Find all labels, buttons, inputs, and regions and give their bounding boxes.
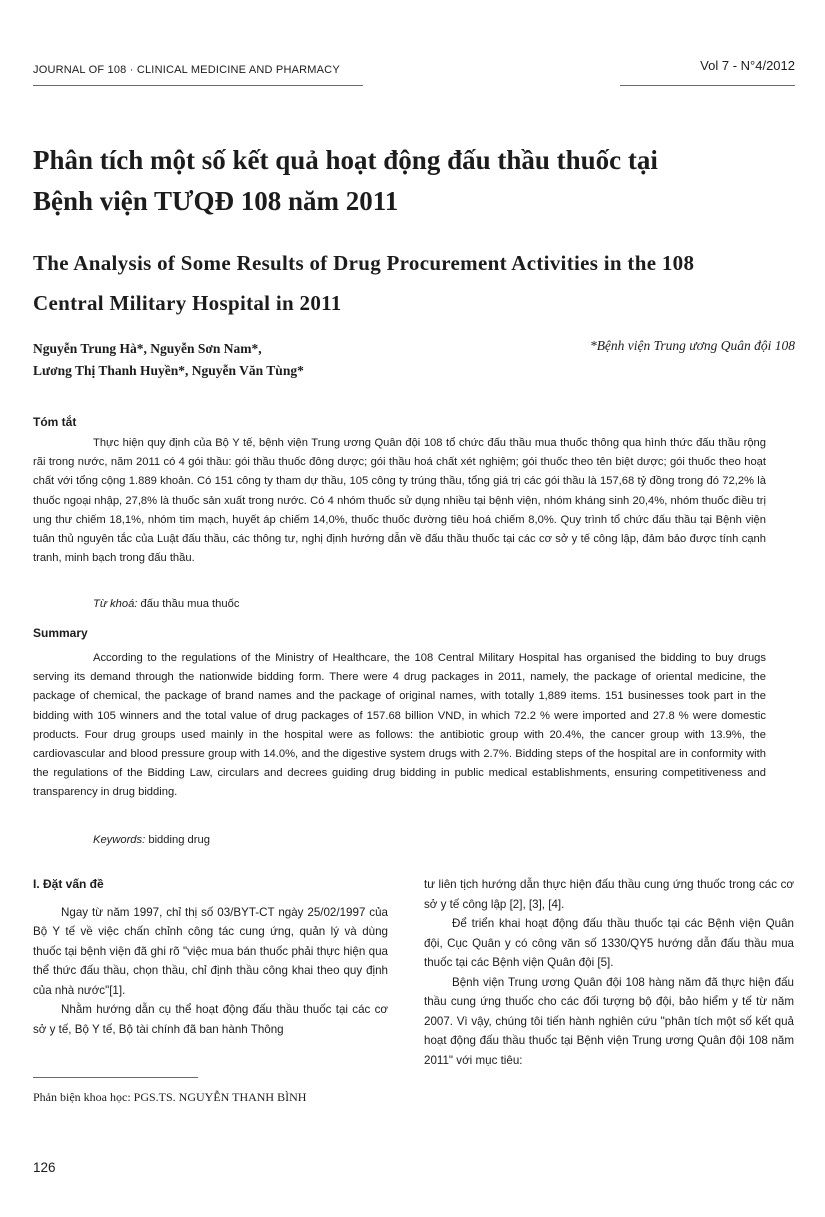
keywords-vn-value: đấu thầu mua thuốc: [140, 598, 240, 610]
issue-number: Vol 7 - N°4/2012: [700, 58, 795, 73]
title-en-line-2: Central Military Hospital in 2011: [33, 291, 342, 315]
intro-paragraph-1: Ngay từ năm 1997, chỉ thị số 03/BYT-CT ngày 25/02/1997 của Bộ Y tế về việc chấn chỉnh công tác cung ứng, quản lý và dùng thuốc tại bệnh viện đã ghi rõ "việc mua bán thuốc phải thực hiện qua thể thức đấu thầu, chọn thầu, chỉ định thầu công khai theo quy định của nhà nước"[1].: [33, 905, 388, 997]
abstract-en-text: According to the regulations of the Ministry of Healthcare, the 108 Central Military Hospital has organised the bidding to buy drugs serving its demand through the nationwide bidding form. There were 4 drug packages in 2011, namely, the package of oriental medicine, the package of chemical, the package of brand names and the package of original names, with totally 1,889 items. 151 businesses took part in the bidding with 105 winners and the total value of drug packages of 157.68 billion VND, in which 72.2 % were imported and 27.8 % were domestic products. Four drug groups used mainly in the hospital were as follows: the antibiotic group with 20.4%, the cancer group with 13.9%, the cardiovascular and blood pressure group with 14.0%, and the digestive system drugs with 2.7%. Bidding steps of the hospital are in conformity with the regulations of the Bidding Law, circulars and decrees guiding drug bidding in public medical establishments, ensuring competitiveness and transparency in drug bidding.: [33, 652, 766, 799]
body-column-right: [424, 875, 794, 1070]
keywords-vn: [93, 598, 239, 610]
abstract-vn-text: Thực hiện quy định của Bộ Y tế, bệnh viện Trung ương Quân đội 108 tổ chức đấu thầu mua thuốc thông qua hình thức đấu thầu rộng rãi trong nước, năm 2011 có 4 gói thầu: gói thầu thuốc đông dược; gói thầu hoá chất xét nghiệm; gói thuốc theo tên biệt dược; gói thuốc theo hoạt chất với tổng cộng 1.889 khoản. Có 151 công ty tham dự thầu, 105 công ty trúng thầu, tổng giá trị các gói thầu là 157,68 tỷ đồng trong đó 72,2% là thuốc ngoại nhập, 27,8% là thuốc sản xuất trong nước. Có 4 nhóm thuốc sử dụng nhiều tại bệnh viện, nhóm kháng sinh 20,4%, nhóm thuốc điều trị ung thư chiếm 18,1%, nhóm tim mạch, huyết áp chiếm 14,0%, thuốc thuốc đường tiêu hoá chiếm 8,0%. Quy trình tổ chức đấu thầu tại Bệnh viện tuân thủ nguyên tắc của Luật đấu thầu, các thông tư, nghị định hướng dẫn về đấu thầu thuốc tại các cơ sở y tế công lập, đảm bảo được tính cạnh tranh, minh bạch trong đấu thầu.: [33, 437, 766, 565]
author-affiliation: *Bệnh viện Trung ương Quân đội 108: [589, 338, 795, 353]
page-number: 126: [33, 1160, 56, 1175]
abstract-vn-heading: Tóm tắt: [33, 415, 77, 429]
intro-paragraph-2: Nhằm hướng dẫn cụ thể hoạt động đấu thầu thuốc tại các cơ sở y tế, Bộ Y tế, Bộ tài chính đã ban hành Thông: [33, 1003, 388, 1036]
running-header: [33, 58, 795, 78]
title-vn-line-1: Phân tích một số kết quả hoạt động đấu thầu thuốc tại: [33, 145, 658, 175]
intro-paragraph-4: Bệnh viện Trung ương Quân đội 108 hàng năm đã thực hiện đấu thầu cung ứng thuốc cho các đối tượng bộ đội, bảo hiểm y tế từ năm 2007. Vì vậy, chúng tôi tiến hành nghiên cứu "phân tích một số kết quả hoạt động đấu thầu thuốc tại Bệnh viện Trung ương Quân đội 108 năm 2011" với mục tiêu:: [424, 975, 794, 1067]
body-column-left: [33, 875, 388, 1039]
keywords-en-value: bidding drug: [148, 834, 210, 846]
abstract-en-heading: Summary: [33, 626, 88, 640]
title-vn-line-2: Bệnh viện TƯQĐ 108 năm 2011: [33, 186, 399, 216]
journal-name: JOURNAL OF 108 · CLINICAL MEDICINE AND PHARMACY: [33, 64, 340, 76]
footnote-rule: [33, 1077, 198, 1078]
header-rule-right: [620, 85, 795, 86]
article-title-vietnamese: [33, 140, 803, 222]
keywords-vn-label: Từ khoá:: [93, 598, 138, 610]
authors-line-1: Nguyễn Trung Hà*, Nguyễn Sơn Nam*,: [33, 341, 262, 356]
authors-line-2: Lương Thị Thanh Huyền*, Nguyễn Văn Tùng*: [33, 363, 304, 378]
article-title-english: [33, 243, 803, 323]
keywords-en: [93, 834, 210, 846]
keywords-en-label: Keywords:: [93, 834, 146, 846]
intro-paragraph-3: Để triển khai hoạt động đấu thầu thuốc tại các Bệnh viện Quân đội, Cục Quân y có công văn số 1330/QY5 hướng dẫn đấu thầu mua thuốc tại các Bệnh viện Quân đội [5].: [424, 917, 794, 969]
scientific-reviewer: Phản biện khoa học: PGS.TS. NGUYỄN THANH BÌNH: [33, 1090, 307, 1104]
section-heading-introduction: I. Đặt vấn đề: [33, 877, 104, 891]
intro-paragraph-continued: tư liên tịch hướng dẫn thực hiện đấu thầu cung ứng thuốc trong các cơ sở y tế công lập [2], [3], [4].: [424, 878, 794, 911]
author-list: [33, 338, 453, 382]
header-rule-left: [33, 85, 363, 86]
title-en-line-1: The Analysis of Some Results of Drug Procurement Activities in the 108: [33, 251, 695, 275]
